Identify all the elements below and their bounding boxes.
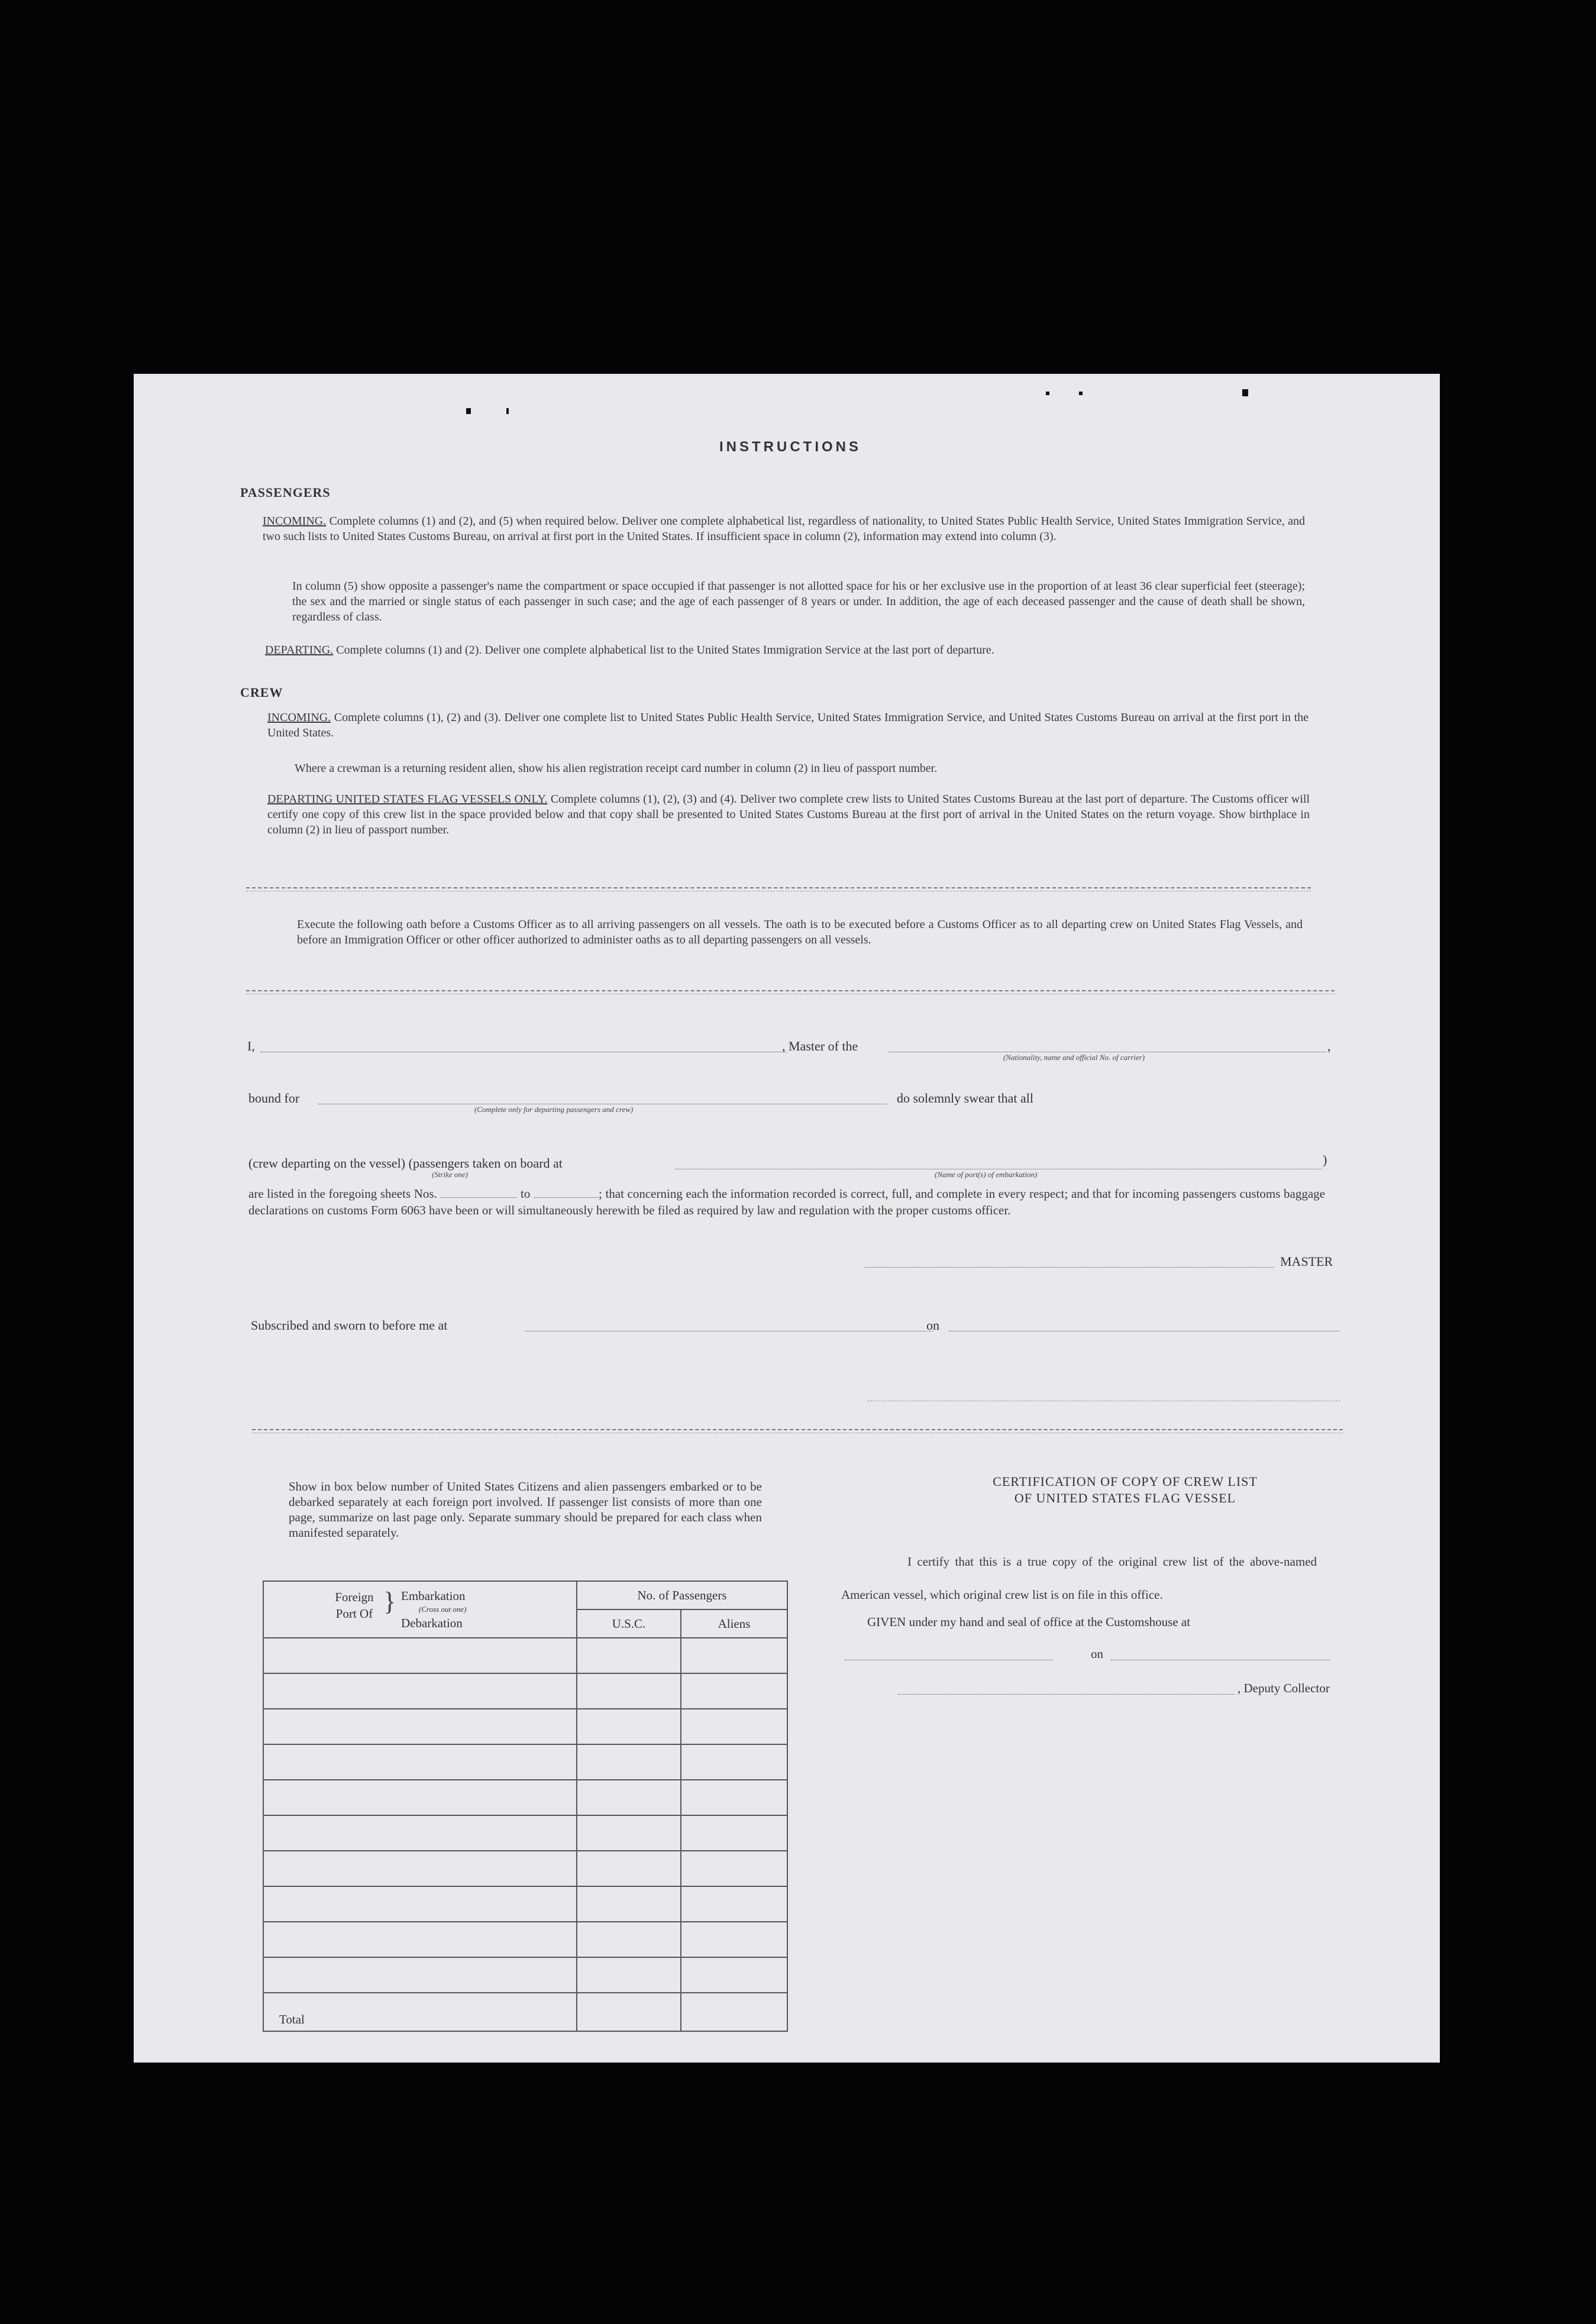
passengers-departing-label: DEPARTING. [265,644,334,657]
aliens-cell[interactable] [681,1922,787,1957]
oath-instruction: Execute the following oath before a Customs Officer as to all arriving passengers on all vessels. The oath is to be executed before a Customs Officer as to all departing crew on United States Flag Vessels, and before an Immigration Officer or other officer authorized to administer oaths as to all departing passengers on all vessels. [297,918,1303,946]
listed-text: are listed in the foregoing sheets Nos. [248,1187,437,1201]
usc-cell[interactable] [577,1673,681,1709]
usc-total-cell[interactable] [577,1993,681,2031]
sheet-from-field[interactable] [440,1197,517,1198]
port-cell[interactable] [263,1780,577,1815]
aliens-cell[interactable] [681,1638,787,1673]
cross-out-note: (Cross out one) [419,1605,467,1614]
divider [252,1429,1343,1430]
certification-on-label: on [1091,1647,1103,1661]
departing-note: (Complete only for departing passengers and crew) [474,1105,634,1114]
table-row [263,1709,787,1744]
passengers-departing-text: Complete columns (1) and (2). Deliver one complete alphabetical list to the United States Immigration Service at the last port of departure. [336,644,994,657]
sheet-to-field[interactable] [534,1197,599,1198]
crew-departing-text: (crew departing on the vessel) (passengers taken on board at [248,1156,563,1171]
port-cell[interactable] [263,1673,577,1709]
oath-i: I, [247,1039,255,1053]
ink-speck [1079,392,1083,395]
crew-heading: CREW [240,685,283,700]
subscribed-label: Subscribed and sworn to before me at [251,1318,448,1333]
table-row [263,1780,787,1815]
crew-incoming-text: Complete columns (1), (2) and (3). Deliver one complete list to United States Public Health Service, United States Immigration Service, and United States Customs Bureau on arrival at the first port in the United States. [267,711,1309,739]
ink-speck [506,408,509,414]
close-paren: ) [1323,1152,1327,1167]
table-row [263,1922,787,1957]
usc-cell[interactable] [577,1957,681,1993]
no-of-passengers-header: No. of Passengers [577,1581,787,1609]
port-header-cell: Foreign Port Of } Embarkation (Cross out one) Debarkation [263,1581,577,1638]
divider [246,990,1335,991]
usc-cell[interactable] [577,1638,681,1673]
passengers-heading: PASSENGERS [240,485,331,500]
usc-header: U.S.C. [577,1609,681,1638]
usc-cell[interactable] [577,1922,681,1957]
passengers-incoming-label: INCOMING. [263,515,327,528]
crew-incoming-label: INCOMING. [267,711,331,724]
crew-incoming-paragraph [267,710,1309,741]
document-page: INSTRUCTIONS PASSENGERS INCOMING. Complete columns (1) and (2), and (5) when required below. Deliver one complete alphabetical list, regardless of nationality, to United States Public Health Service, United States Immigration Service, and two such lists to United States Customs Bureau, on arrival at first port in the United States. If insufficient space in column (2), information may extend into column (3). In column (5) show opposite a passenger's name the compartment or space occupied if that passenger is not allotted space for his or her exclusive use in the proportion of at least 36 clear superficial feet (steerage); the sex and the married or single status of each passenger in such case; and the age of each passenger of 8 years or under. In addition, the age of each deceased passenger and the cause of death shall be shown, regardless of class. DEPARTING. Complete columns (1) and (2). Deliver one complete alphabetical list to the United States Immigration Service at the last port of departure. CREW INCOMING. Complete columns (1), (2) and (3). Deliver one complete list to United States Public Health Service, United States Immigration Service, and United States Customs Bureau on arrival at the first port in the United States. Where a crewman is a returning resident alien, show his alien registration receipt card number in column (2) in lieu of passport number. DEPARTING UNITED STATES FLAG VESSELS ONLY. Complete columns (1), (2), (3) and (4). Deliver two complete crew lists to United States Customs Bureau at the last port of departure. The Customs officer will certify one copy of this crew list in the space provided below and that copy shall be presented to United States Customs Bureau at the first port of arrival in the United States on the return voyage. Show birthplace in column (2) in lieu of passport number. Execute the following oath before a Customs Officer as to all arriving passengers on all vessels. The oath is to be executed before a Customs Officer as to all departing crew on United States Flag Vessels, and before an Immigration Officer or other officer authorized to administer oaths as to all departing passengers on all vessels. I, , Master of the , (Nationality, name and official No. of carrier) bound for (Complete only for departing passengers and crew) do solemnly swear that all (crew departing on the vessel) (passengers taken on board at (Strike one) ) (Name of port(s) of embarkation) are listed in the foregoing sheets Nos. to ; that concerning each the information recorded is correct, full, and complete in every respect; and that for incoming passengers customs baggage declarations on customs Form 6063 have been or will simultaneously herewith be filed as required by law and regulation with the proper customs officer. MASTER Subscribed and sworn to before me at on Show in box below number of United States Citizens and alien passengers embarked or to be debarked separately at each foreign port involved. If passenger list consists of more than one page, summarize on last page only. Separate summary should be prepared for each class when manifested separately. Foreign Port Of } Embarkation (Cross out one) Debarkation No. of Passengers U.S.C. Aliens Total CERTIFICATION OF COPY OF CREW LIST OF UNITED STATES FLAG VESSEL I certify that this is a true copy of the original crew list of the above-named American vessel, which original crew list is on file in this office. GIVEN under my hand and seal of office at the Customshouse at on , Deputy Collector [134,374,1440,2063]
foreign-port-of-label: Foreign Port Of [335,1590,374,1621]
certification-title-line2: OF UNITED STATES FLAG VESSEL [1014,1491,1236,1505]
master-of-the-label: , Master of the [782,1039,858,1053]
table-row [263,1851,787,1886]
passenger-summary-table [263,1580,788,2032]
passengers-incoming-paragraph [263,513,1305,544]
aliens-cell[interactable] [681,1815,787,1851]
port-cell[interactable] [263,1709,577,1744]
aliens-cell[interactable] [681,1673,787,1709]
total-row [263,1993,787,2031]
port-cell[interactable] [263,1638,577,1673]
port-cell[interactable] [263,1744,577,1780]
master-label: MASTER [1280,1254,1333,1269]
nationality-note: (Nationality, name and official No. of carrier) [1003,1053,1145,1062]
certify-text: I certify that this is a true copy of the original crew list of the above-named American vessel, which original crew list is on file in this office. [841,1554,1317,1602]
deputy-collector-label: , Deputy Collector [1238,1681,1330,1695]
ports-note: (Name of port(s) of embarkation) [935,1170,1038,1179]
aliens-total-cell[interactable] [681,1993,787,2031]
passengers-departing-paragraph [265,642,1306,658]
crew-departing-text: Complete columns (1), (2), (3) and (4). Deliver two complete crew lists to United States Customs Bureau at the last port of departure. The Customs officer will certify one copy of this crew list in the space provided below and that copy shall be presented to United States Customs Bureau at the first port of arrival in the United States on the return voyage. Show birthplace in column (2) in lieu of passport number. [267,793,1310,836]
concerning-text: ; that concerning each the information recorded is correct, full, and complete in every respect; and that for incoming passengers customs baggage declarations on customs Form 6063 have been or will simultaneously herewith be filed as required by law and regulation with the proper customs officer. [248,1187,1325,1217]
crew-departing-paragraph [267,791,1310,838]
summary-instruction: Show in box below number of United States Citizens and alien passengers embarked or to be debarked separately at each foreign port involved. If passenger list consists of more than one page, summarize on last page only. Separate summary should be prepared for each class when manifested separately. [289,1479,762,1540]
sworn-on-label: on [926,1318,939,1333]
port-cell[interactable] [263,1957,577,1993]
crew-departing-label: DEPARTING UNITED STATES FLAG VESSELS ONLY. [267,793,548,806]
ink-speck [1046,392,1049,395]
usc-cell[interactable] [577,1780,681,1815]
aliens-cell[interactable] [681,1744,787,1780]
listed-paragraph [248,1185,1325,1218]
aliens-cell[interactable] [681,1886,787,1922]
aliens-cell[interactable] [681,1851,787,1886]
ink-speck [466,408,471,414]
table-row [263,1815,787,1851]
table-row [263,1957,787,1993]
deputy-collector-signature-field[interactable] [898,1694,1235,1695]
ink-speck [1242,389,1248,396]
embarkation-label: Embarkation [401,1589,466,1603]
solemnly-swear-text: do solemnly swear that all [897,1091,1033,1106]
total-label: Total [263,1993,577,2031]
page-title: INSTRUCTIONS [719,439,861,455]
aliens-cell[interactable] [681,1709,787,1744]
table-row [263,1673,787,1709]
bound-for-label: bound for [248,1091,300,1106]
passengers-column5-text: In column (5) show opposite a passenger's name the compartment or space occupied if that passenger is not allotted space for his or her exclusive use in the proportion of at least 36 clear superficial feet (steerage); the sex and the married or single status of each passenger in such case; and the age of each passenger of 8 years or under. In addition, the age of each deceased passenger and the cause of death shall be shown, regardless of class. [292,580,1305,623]
given-text: GIVEN under my hand and seal of office at the Customshouse at [867,1615,1191,1629]
port-cell[interactable] [263,1886,577,1922]
master-signature-field[interactable] [865,1267,1274,1268]
usc-cell[interactable] [577,1851,681,1886]
debarkation-label: Debarkation [401,1616,463,1630]
aliens-cell[interactable] [681,1957,787,1993]
port-cell[interactable] [263,1922,577,1957]
crew-resident-text: Where a crewman is a returning resident alien, show his alien registration receipt card number in column (2) in lieu of passport number. [295,762,938,775]
aliens-cell[interactable] [681,1780,787,1815]
table-row [263,1886,787,1922]
table-row [263,1744,787,1780]
divider [246,887,1311,888]
usc-cell[interactable] [577,1744,681,1780]
certification-title-line1: CERTIFICATION OF COPY OF CREW LIST [993,1474,1258,1489]
usc-cell[interactable] [577,1709,681,1744]
usc-cell[interactable] [577,1815,681,1851]
passengers-incoming-text: Complete columns (1) and (2), and (5) when required below. Deliver one complete alphabetical list, regardless of nationality, to United States Public Health Service, United States Immigration Service, and two such lists to United States Customs Bureau, on arrival at first port in the United States. If insufficient space in column (2), information may extend into column (3). [263,515,1305,543]
to-label: to [521,1187,531,1201]
aliens-header: Aliens [681,1609,787,1638]
usc-cell[interactable] [577,1886,681,1922]
port-cell[interactable] [263,1851,577,1886]
port-cell[interactable] [263,1815,577,1851]
table-row [263,1638,787,1673]
strike-one-note: (Strike one) [432,1170,469,1179]
